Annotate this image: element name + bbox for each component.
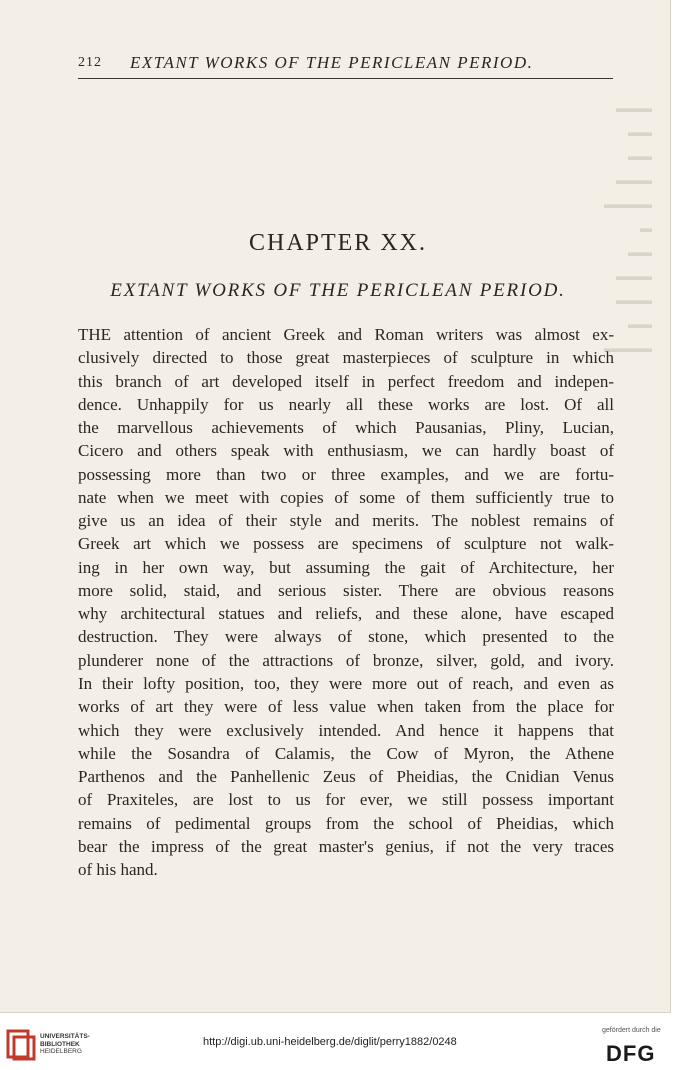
library-name-line: UNIVERSITÄTS- [40, 1033, 90, 1040]
text-line: Parthenos and the Panhellenic Zeus of Pheidias, the Cnidian Venus [78, 767, 614, 787]
dfg-logo: DFG [606, 1041, 656, 1066]
text-line: destruction. They were always of stone, which presented to the [78, 627, 614, 647]
text-line: Greek art which we possess are specimens of sculpture not walk- [78, 534, 614, 554]
text-line: why architectural statues and reliefs, and these alone, have escaped [78, 604, 614, 624]
running-head-title: EXTANT WORKS OF THE PERICLEAN PERIOD. [130, 53, 534, 72]
text-line: remains of pedimental groups from the school of Pheidias, which [78, 813, 614, 833]
text-line: dence. Unhappily for us nearly all these works are lost. Of all [78, 394, 614, 414]
bleed-through-text: ▬▬▬ ▬▬ ▬▬ ▬▬▬ ▬▬▬▬ ▬ ▬▬ ▬▬▬ ▬▬▬ ▬▬ ▬▬▬▬ [604, 101, 652, 355]
running-head [78, 50, 613, 79]
text-line: give us an idea of their style and merits. The noblest remains of [78, 511, 614, 531]
library-name [40, 1033, 90, 1056]
footer-bar [0, 1013, 676, 1070]
text-line: of his hand. [78, 860, 158, 880]
text-line: nate when we meet with copies of some of them sufficiently true to [78, 487, 614, 507]
funding-label: gefördert durch die [602, 1027, 661, 1034]
text-line: plunderer none of the attractions of bronze, silver, gold, and ivory. [78, 650, 614, 670]
text-line: which they were exclusively intended. And hence it happens that [78, 720, 614, 740]
library-logo-icon [6, 1027, 36, 1061]
page-number: 212 [78, 55, 102, 70]
text-line: possessing more than two or three examples, and we are fortu- [78, 464, 614, 484]
body-paragraph [78, 323, 614, 881]
text-line: the marvellous achievements of which Pausanias, Pliny, Lucian, [78, 418, 614, 438]
text-line: more solid, staid, and serious sister. There are obvious reasons [78, 580, 614, 600]
permalink-url[interactable]: http://digi.ub.uni-heidelberg.de/diglit/perry1882/0248 [203, 1036, 457, 1048]
library-name-line: BIBLIOTHEK [40, 1040, 80, 1048]
text-line: THE attention of ancient Greek and Roman writers was almost ex- [78, 325, 614, 344]
text-line: ing in her own way, but assuming the gait of Architecture, her [78, 557, 614, 577]
chapter-number: CHAPTER XX. [248, 230, 427, 256]
text-line: clusively directed to those great masterpieces of sculpture in which [78, 348, 614, 368]
text-line: bear the impress of the great master's genius, if not the very traces [78, 836, 614, 856]
text-line: Cicero and others speak with enthusiasm, we can hardly boast of [78, 441, 614, 461]
library-name-line: HEIDELBERG [40, 1048, 82, 1055]
text-line: this branch of art developed itself in perfect freedom and indepen- [78, 371, 614, 391]
chapter-title: EXTANT WORKS OF THE PERICLEAN PERIOD. [110, 280, 566, 301]
text-line: In their lofty position, too, they were more out of reach, and even as [78, 673, 614, 693]
text-line: of Praxiteles, are lost to us for ever, we still possess important [78, 790, 614, 810]
text-line: works of art they were of less value when taken from the place for [78, 697, 614, 717]
text-line: while the Sosandra of Calamis, the Cow of Myron, the Athene [78, 743, 614, 763]
